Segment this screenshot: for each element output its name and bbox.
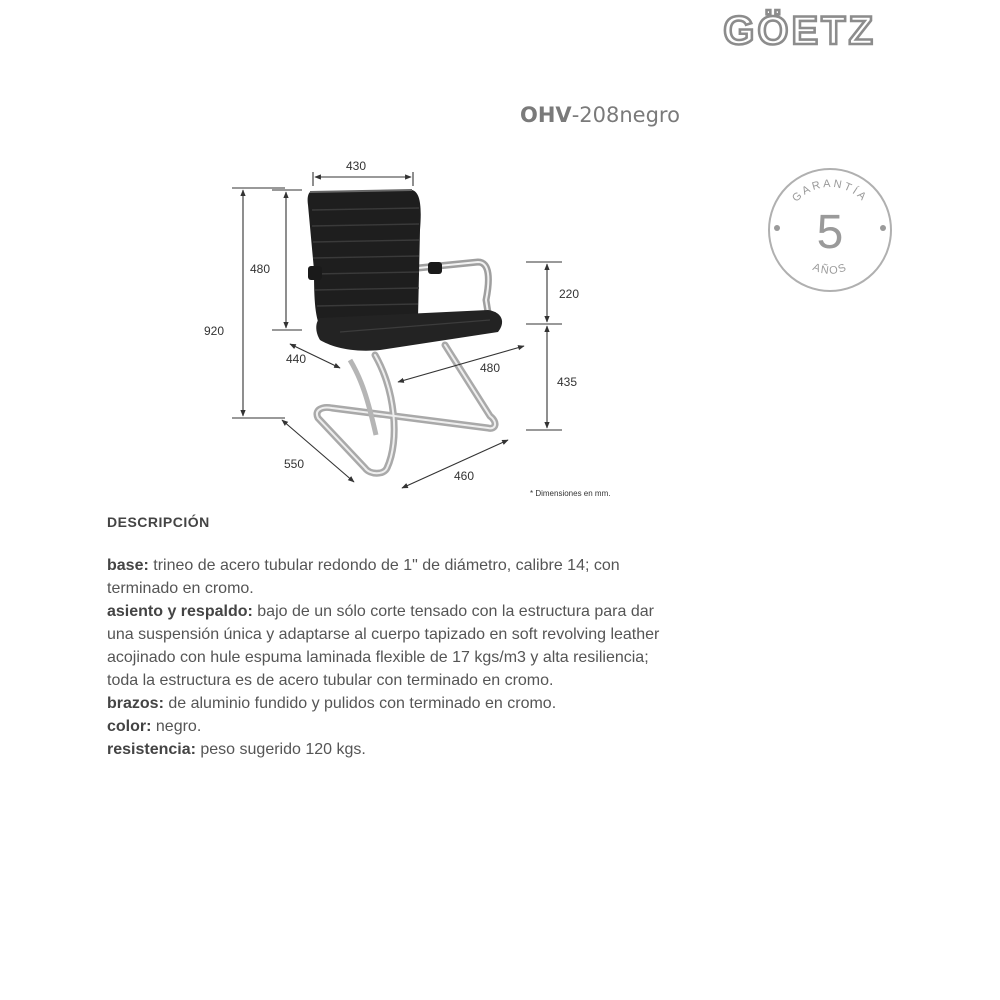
seal-dot-right <box>880 225 886 231</box>
dim-seat-width: 440 <box>286 352 307 366</box>
warranty-years: 5 <box>816 206 844 259</box>
description-item <box>107 692 667 715</box>
product-suffix: -208negro <box>571 103 680 127</box>
description-item <box>107 554 667 600</box>
dim-seat-depth: 480 <box>480 361 501 375</box>
description-item <box>107 715 667 738</box>
brand-logo <box>640 6 880 54</box>
description-item <box>107 738 667 761</box>
description-label: resistencia: <box>107 741 196 758</box>
warranty-bottom-text: AÑOS <box>810 261 850 278</box>
description-label: color: <box>107 718 152 735</box>
dim-base-depth: 550 <box>284 457 305 471</box>
product-model <box>520 103 680 127</box>
dim-width-top: 430 <box>346 159 367 173</box>
description-text: bajo de un sólo corte tensado con la estructura para dar una suspensión única y adaptarse al cuerpo tapizado en soft revolving leather acojinado con hule espuma laminada flexible de 17 kgs/m3 y alta resiliencia; toda la estructura es de acero tubular con terminado en cromo. <box>107 603 660 689</box>
dim-seat-height: 435 <box>557 375 578 389</box>
description-text: negro. <box>151 718 202 735</box>
dim-base-width: 460 <box>454 469 475 483</box>
description-item <box>107 600 667 692</box>
dim-arm-height: 220 <box>559 287 580 301</box>
description-text: de aluminio fundido y pulidos con terminado en cromo. <box>163 695 557 712</box>
brand-name: GÖETZ <box>723 9 876 53</box>
description-title: DESCRIPCIÓN <box>107 514 210 530</box>
description-body <box>107 554 667 761</box>
product-code: OHV <box>520 103 572 127</box>
description-label: base: <box>107 557 149 574</box>
description-label: asiento y respaldo: <box>107 603 253 620</box>
description-text: peso sugerido 120 kgs. <box>195 741 366 758</box>
svg-text:AÑOS <box>811 261 849 277</box>
description-text: trineo de acero tubular redondo de 1" de diámetro, calibre 14; con terminado en cromo. <box>107 557 620 597</box>
warranty-seal <box>764 166 896 296</box>
description-label: brazos: <box>107 695 164 712</box>
dimensions-note: * Dimensiones en mm. <box>530 489 611 498</box>
seal-dot-left <box>774 225 780 231</box>
svg-text:GARANTÍA <box>790 178 870 205</box>
chair-dimension-diagram <box>190 150 670 510</box>
warranty-top-text: GARANTÍA <box>790 177 870 205</box>
dim-total-height: 920 <box>204 324 225 338</box>
dim-back-height: 480 <box>250 262 271 276</box>
chair-illustration <box>308 190 502 473</box>
